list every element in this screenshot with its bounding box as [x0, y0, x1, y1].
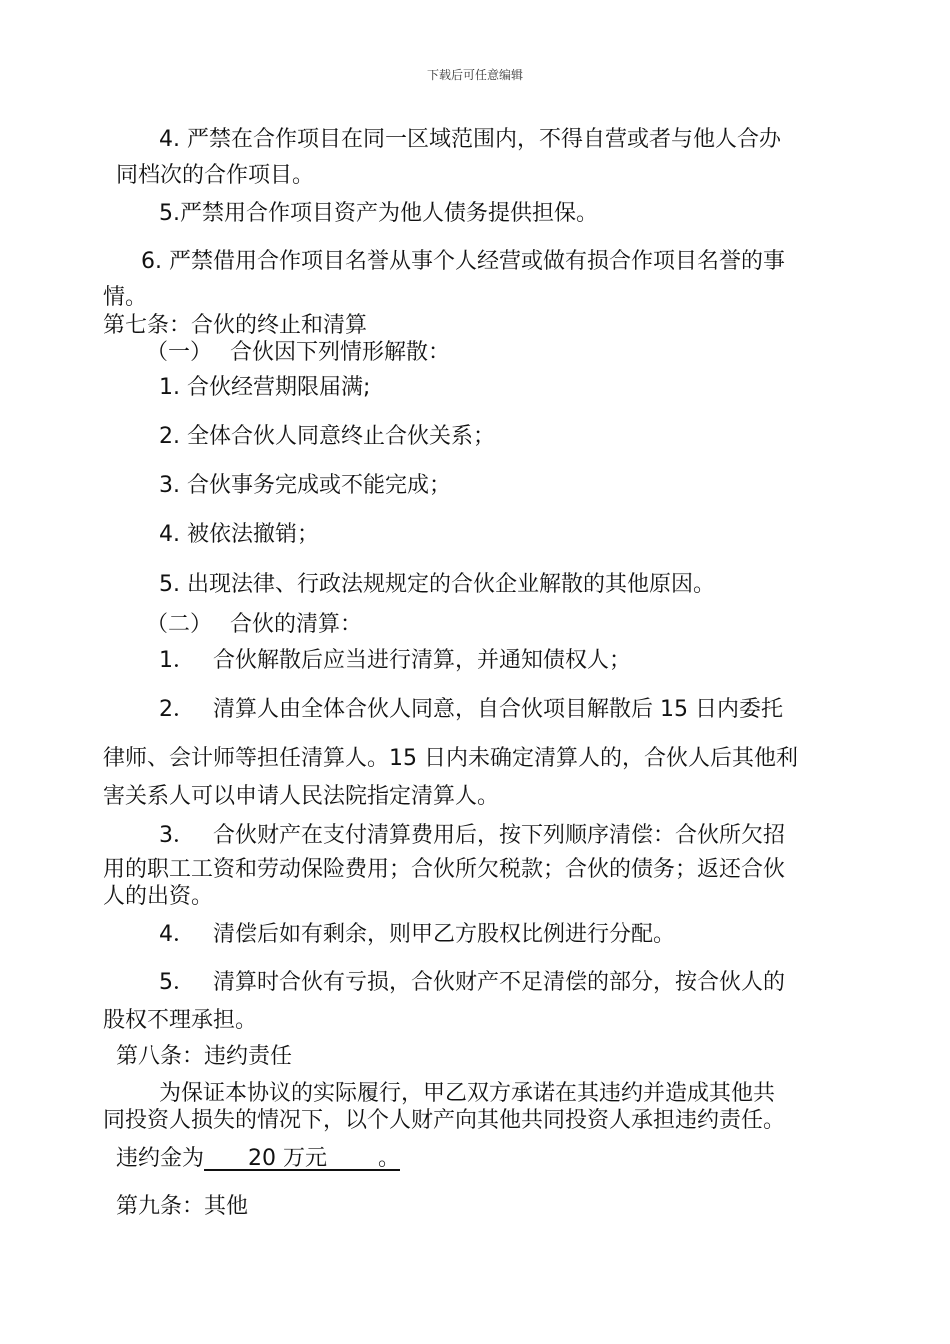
article-8-body-2: 同投资人损失的情况下，以个人财产向其他共同投资人承担违约责任。: [103, 1108, 786, 1133]
dissolution-item-3: 3. 合伙事务完成或不能完成；: [159, 473, 451, 498]
liquidation-item-3: 3． 合伙财产在支付清算费用后，按下列顺序清偿：合伙所欠招: [159, 823, 785, 848]
article-8-body-1: 为保证本协议的实际履行，甲乙双方承诺在其违约并造成其他共: [159, 1081, 776, 1106]
clause-6-item-5: 5.严禁用合作项目资产为他人债务提供担保。: [159, 201, 598, 226]
liquidation-item-3-cont-1: 用的职工工资和劳动保险费用；合伙所欠税款；合伙的债务；返还合伙: [103, 857, 786, 882]
article-8-title: 第八条：违约责任: [116, 1044, 293, 1069]
liquidation-item-5-cont: 股权不理承担。: [103, 1008, 258, 1033]
section-liquidation-title: （二） 合伙的清算：: [146, 612, 362, 637]
liquidation-item-3-cont-2: 人的出资。: [103, 884, 214, 909]
page-header: 下载后可任意编辑: [426, 68, 523, 82]
liquidation-item-2: 2． 清算人由全体合伙人同意，自合伙项目解散后 15 日内委托: [159, 697, 783, 722]
article-9-title: 第九条：其他: [116, 1194, 249, 1219]
dissolution-item-5: 5. 出现法律、行政法规规定的合伙企业解散的其他原因。: [159, 572, 715, 597]
liquidation-item-2-cont-2: 害关系人可以申请人民法院指定清算人。: [103, 784, 500, 809]
dissolution-item-2: 2. 全体合伙人同意终止合伙关系；: [159, 424, 495, 449]
liquidation-item-4: 4． 清偿后如有剩余，则甲乙方股权比例进行分配。: [159, 922, 675, 947]
liquidation-item-2-cont-1: 律师、会计师等担任清算人。15 日内未确定清算人的，合伙人后其他利: [103, 746, 798, 771]
penalty-amount: 20 万元 。: [204, 1146, 400, 1171]
article-7-title: 第七条：合伙的终止和清算: [103, 313, 368, 338]
clause-6-item-6-cont: 情。: [103, 285, 148, 310]
clause-6-item-4: 4. 严禁在合作项目在同一区域范围内，不得自营或者与他人合办: [159, 127, 781, 152]
clause-6-item-4-cont: 同档次的合作项目。: [116, 163, 315, 188]
dissolution-item-1: 1. 合伙经营期限届满;: [159, 375, 371, 400]
penalty-label: 违约金为: [116, 1146, 205, 1171]
dissolution-item-4: 4. 被依法撤销；: [159, 522, 319, 547]
section-dissolution-title: （一） 合伙因下列情形解散：: [146, 340, 450, 365]
liquidation-item-1: 1． 合伙解散后应当进行清算，并通知债权人；: [159, 648, 631, 673]
penalty-line: [116, 1146, 400, 1172]
liquidation-item-5: 5． 清算时合伙有亏损，合伙财产不足清偿的部分，按合伙人的: [159, 970, 785, 995]
clause-6-item-6: 6. 严禁借用合作项目名誉从事个人经营或做有损合作项目名誉的事: [141, 249, 785, 274]
